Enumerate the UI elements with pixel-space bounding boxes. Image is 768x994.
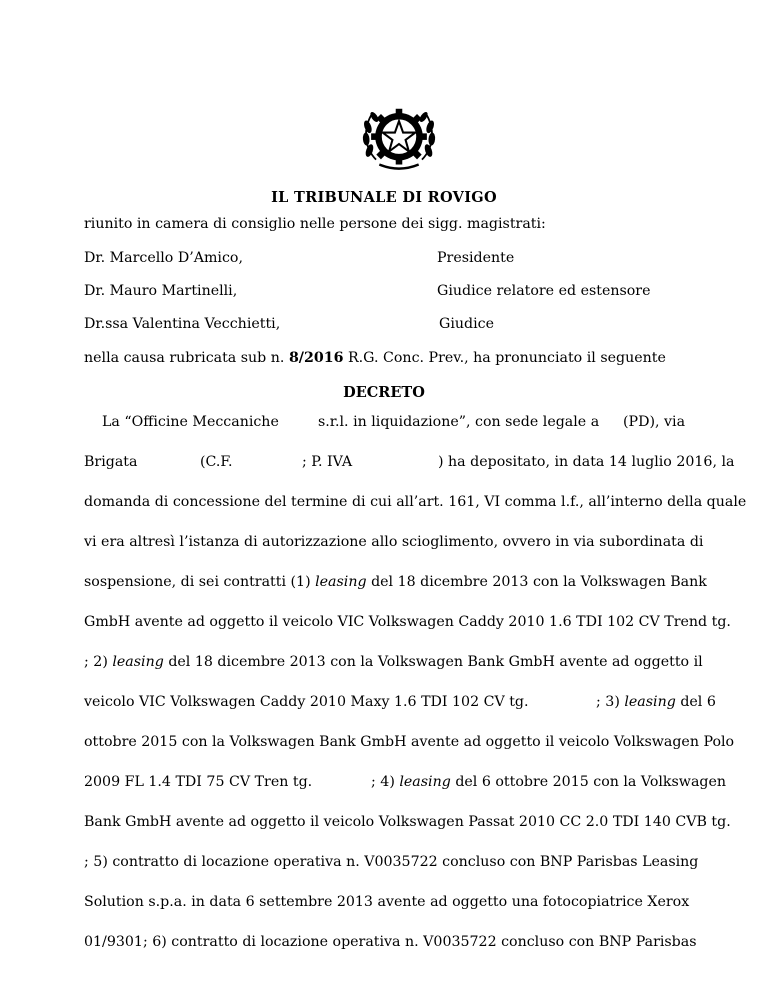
para1-l3: domanda di concessione del termine di cui all’art. 161, VI comma l.f., all’interno della quale [84,494,747,510]
para1-l7b: leasing [112,654,164,670]
para1-l13: Solution s.p.a. in data 6 settembre 2013 avente ad oggetto una fotocopiatrice Xerox [84,894,690,910]
para1-l1a: La “Officine Meccaniche [102,414,279,430]
para1-l2d: ) ha depositato, in data 14 luglio 2016, la [438,454,735,470]
para1-l12: ; 5) contratto di locazione operativa n. V0035722 concluso con BNP Parisbas Leasing [84,854,699,870]
para1-l10d: del 6 ottobre 2015 con la Volkswagen [455,774,727,790]
case-line [84,350,666,366]
judge-role-3: Giudice [439,316,494,332]
para1-l10-tail [371,774,726,790]
para1-l8c: leasing [624,694,676,710]
judge-role-2: Giudice relatore ed estensore [437,283,651,299]
para1-l8-tail [596,694,716,710]
intro-line: riunito in camera di consiglio nelle persone dei sigg. magistrati: [84,216,546,232]
judge-name-1: Dr. Marcello D’Amico, [84,250,243,266]
para1-l8b: ; 3) [596,694,620,710]
para1-l10b: ; 4) [371,774,395,790]
decree-title: DECRETO [343,384,425,401]
italian-republic-emblem-icon [358,94,440,176]
para1-l5a: sospensione, di sei contratti (1) [84,574,311,590]
para1-l7 [84,654,703,670]
judge-name-2: Dr. Mauro Martinelli, [84,283,238,299]
para1-l5 [84,574,707,590]
para1-l5b: leasing [315,574,367,590]
para1-l7c: del 18 dicembre 2013 con la Volkswagen Bank GmbH avente ad oggetto il [168,654,703,670]
judge-role-1: Presidente [437,250,515,266]
para1-l2b: (C.F. [200,454,233,470]
para1-l10a: 2009 FL 1.4 TDI 75 CV Tren tg. [84,774,313,790]
para1-l11: Bank GmbH avente ad oggetto il veicolo Volkswagen Passat 2010 CC 2.0 TDI 140 CVB tg. [84,814,731,830]
para1-l1b: s.r.l. in liquidazione”, con sede legale a [318,414,600,430]
para1-l5c: del 18 dicembre 2013 con la Volkswagen Bank [371,574,707,590]
para1-l6: GmbH avente ad oggetto il veicolo VIC Volkswagen Caddy 2010 1.6 TDI 102 CV Trend tg. [84,614,731,630]
court-title: IL TRIBUNALE DI ROVIGO [271,189,497,206]
case-suffix: R.G. Conc. Prev., ha pronunciato il seguente [343,350,666,366]
para1-l2c: ; P. IVA [302,454,353,470]
para1-l1c: (PD), via [623,414,686,430]
para1-l14: 01/9301; 6) contratto di locazione operativa n. V0035722 concluso con BNP Parisbas [84,934,697,950]
para1-l4: vi era altresì l’istanza di autorizzazione allo scioglimento, ovvero in via subordinata di [84,534,704,550]
para1-l10c: leasing [399,774,451,790]
para1-l2a: Brigata [84,454,138,470]
para1-l7a: ; 2) [84,654,108,670]
para1-l8a: veicolo VIC Volkswagen Caddy 2010 Maxy 1.6 TDI 102 CV tg. [84,694,529,710]
judge-name-3: Dr.ssa Valentina Vecchietti, [84,316,281,332]
case-number: 8/2016 [288,350,344,366]
para1-l8d: del 6 [680,694,716,710]
para1-l9: ottobre 2015 con la Volkswagen Bank GmbH avente ad oggetto il veicolo Volkswagen Polo [84,734,735,750]
case-prefix: nella causa rubricata sub n. [84,350,289,366]
